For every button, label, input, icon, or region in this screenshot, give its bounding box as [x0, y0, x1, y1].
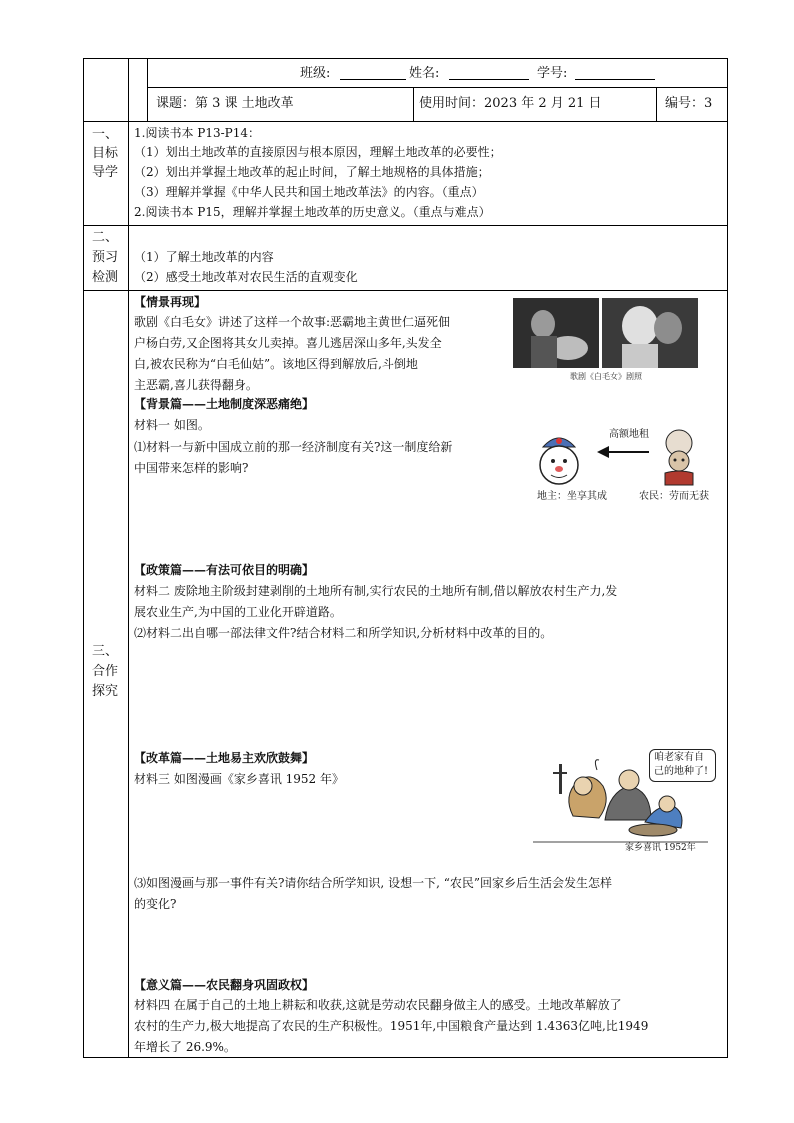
name-blank [449, 79, 529, 80]
speech-bubble-line: 己的地种了! [654, 766, 709, 777]
section-two-label-1: 二、 [92, 230, 119, 245]
landlord-label: 地主：坐享其成 [537, 491, 607, 502]
goal-line: （2）划出并掌握土地改革的起止时间，了解土地规格的具体措施； [134, 165, 490, 179]
serial-number: 编号：3 [665, 96, 713, 111]
table-border-left [83, 58, 84, 1058]
material-four-line: 农村的生产力,极大地提高了农民的生产积极性。1951年,中国粮食产量达到 1.4363亿吨,比1949 [134, 1019, 649, 1033]
preview-line: （2）感受土地改革对农民生活的直观变化 [134, 270, 358, 284]
table-border-right [727, 58, 728, 1058]
question-two: ⑵材料二出自哪一部法律文件?结合材料二和所学知识,分析材料中改革的目的。 [134, 626, 553, 640]
goal-line: （1）划出土地改革的直接原因与根本原因，理解土地改革的必要性； [134, 145, 502, 159]
opera-photo-left [513, 298, 599, 368]
header-divider-2 [656, 87, 657, 121]
speech-bubble-line: 咱老家有自 [654, 752, 704, 763]
section-one-label-3: 导学 [92, 165, 119, 180]
class-blank [340, 79, 406, 80]
table-border-top [83, 58, 728, 59]
scene-line: 户杨白劳,又企图将其女儿卖掉。喜儿逃居深山多年,头发全 [134, 336, 442, 350]
scene-line: 白,被农民称为“白毛仙姑”。该地区得到解放后,斗倒地 [134, 357, 418, 371]
section-three-label-3: 探究 [92, 684, 119, 699]
section-two-label-3: 检测 [92, 270, 119, 285]
goal-line: （3）理解并掌握《中华人民共和国土地改革法》的内容。（重点） [134, 185, 484, 199]
label-column-divider [128, 58, 129, 1058]
number-blank [575, 79, 655, 80]
section-two-label-2: 预习 [92, 250, 119, 265]
name-label: 姓名: [409, 66, 440, 81]
section-one-label-1: 一、 [92, 127, 119, 142]
table-border-bottom [83, 1057, 728, 1058]
header-mid-line [147, 87, 728, 88]
section-three-label-2: 合作 [92, 664, 119, 679]
question-one-line: 中国带来怎样的影响? [134, 461, 249, 475]
material-four-line: 年增长了 26.9%。 [134, 1040, 236, 1054]
reform-title: 【改革篇——土地易主欢欣鼓舞】 [134, 751, 315, 765]
goal-line: 1.阅读书本 P13-P14： [134, 126, 261, 140]
header-inner-left [147, 58, 148, 121]
material-two-line: 材料二 废除地主阶级封建剥削的土地所有制,实行农民的土地所有制,借以解放农村生产力,发 [134, 584, 618, 598]
policy-title: 【政策篇——有法可依目的明确】 [134, 563, 315, 577]
material-two-line: 展农业生产,为中国的工业化开辟道路。 [134, 605, 342, 619]
material-three: 材料三 如图漫画《家乡喜讯 1952 年》 [134, 772, 344, 786]
number-label: 学号: [537, 66, 568, 81]
use-time: 使用时间：2023 年 2 月 21 日 [419, 96, 602, 111]
peasant-label: 农民：劳而无获 [639, 491, 709, 502]
hometown-cartoon-caption: 家乡喜讯 1952年 [625, 843, 696, 853]
scene-title: 【情景再现】 [134, 295, 207, 309]
scene-line: 主恶霸,喜儿获得翻身。 [134, 378, 258, 392]
class-label: 班级: [300, 66, 331, 81]
row-line-2 [83, 225, 728, 226]
opera-photo-right [602, 298, 698, 368]
header-divider-1 [413, 87, 414, 121]
cartoon-arrow-label: 高额地租 [609, 429, 649, 440]
material-four-line: 材料四 在属于自己的土地上耕耘和收获,这就是劳动农民翻身做主人的感受。土地改革解放了 [134, 998, 622, 1012]
background-title: 【背景篇——土地制度深恶痛绝】 [134, 397, 315, 411]
goal-line: 2.阅读书本 P15，理解并掌握土地改革的历史意义。（重点与难点） [134, 205, 491, 219]
preview-line: （1）了解土地改革的内容 [134, 250, 274, 264]
meaning-title: 【意义篇——农民翻身巩固政权】 [134, 978, 315, 992]
row-line-1 [83, 121, 728, 122]
section-one-label-2: 目标 [92, 146, 119, 161]
section-three-label-1: 三、 [92, 644, 119, 659]
question-three-line: ⑶如图漫画与那一事件有关?请你结合所学知识, 设想一下, “农民”回家乡后生活会发生怎样 [134, 876, 612, 890]
question-one-line: ⑴材料一与新中国成立前的那一经济制度有关?这一制度给新 [134, 440, 453, 454]
question-three-line: 的变化? [134, 897, 177, 911]
material-one: 材料一 如图。 [134, 418, 210, 432]
scene-line: 歌剧《白毛女》讲述了这样一个故事:恶霸地主黄世仁逼死佃 [134, 315, 451, 329]
lesson-topic: 课题：第 3 课 土地改革 [156, 96, 294, 111]
photo-caption: 歌剧《白毛女》剧照 [570, 372, 642, 381]
row-line-3 [83, 290, 728, 291]
